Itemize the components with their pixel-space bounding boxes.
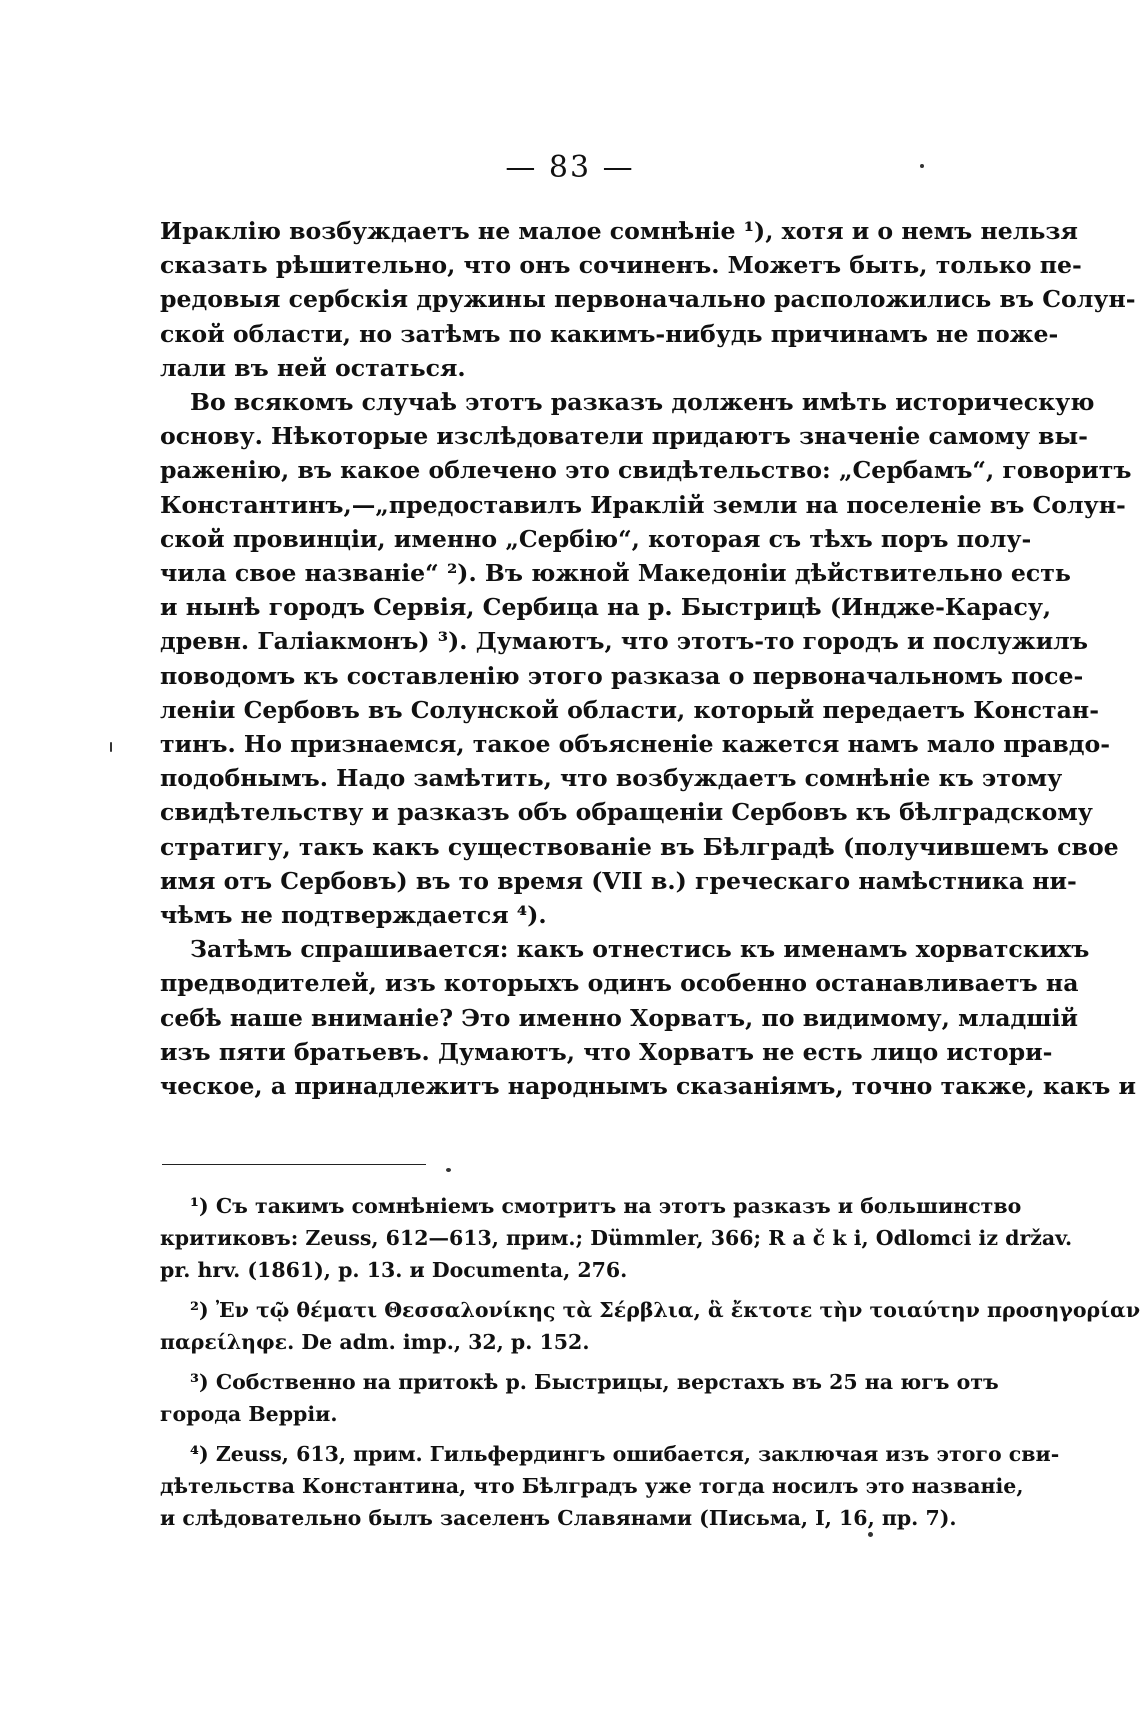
text-line: себѣ наше вниманіе? Это именно Хорватъ, по видимому, младшій xyxy=(160,1003,1079,1032)
scan-speck xyxy=(446,1168,451,1172)
text-line: леніи Сербовъ въ Солунской области, который передаетъ Констан- xyxy=(160,695,1099,724)
footnote-separator xyxy=(162,1164,426,1165)
text-line: редовыя сербскія дружины первоначально расположились въ Солун- xyxy=(160,285,1136,314)
text-line: сказать рѣшительно, что онъ сочиненъ. Можетъ быть, только пе- xyxy=(160,251,1082,280)
footnote-3 xyxy=(160,1366,999,1430)
footnote-line: ¹) Съ такимъ сомнѣніемъ смотритъ на этотъ разказъ и большинство xyxy=(190,1194,1022,1218)
text-line: древн. Галіакмонъ) ³). Думаютъ, что этотъ-то городъ и послужилъ xyxy=(160,627,1088,656)
text-line: свидѣтельству и разказъ объ обращеніи Сербовъ къ бѣлградскому xyxy=(160,798,1093,827)
footnote-line: ⁴) Zeuss, 613, прим. Гильфердингъ ошибается, заключая изъ этого сви- xyxy=(190,1442,1060,1466)
text-line: лали въ ней остаться. xyxy=(160,353,466,382)
footnote-line: παρείληφε. De adm. imp., 32, p. 152. xyxy=(160,1330,590,1354)
text-line: ческое, а принадлежитъ народнымъ сказаніямъ, точно также, какъ и xyxy=(160,1072,1137,1101)
scan-speck xyxy=(110,742,112,752)
text-line: ской области, но затѣмъ по какимъ-нибудь причинамъ не поже- xyxy=(160,319,1059,348)
footnote-line: и слѣдовательно былъ заселенъ Славянами (Письма, I, 16, пр. 7). xyxy=(160,1506,957,1530)
paragraph-2 xyxy=(160,385,1132,932)
text-line: Константинъ,—„предоставилъ Ираклій земли на поселеніе въ Солун- xyxy=(160,490,1126,519)
text-line: имя отъ Сербовъ) въ то время (VII в.) греческаго намѣстника ни- xyxy=(160,866,1077,895)
footnote-line: ³) Собственно на притокѣ р. Быстрицы, верстахъ въ 25 на югъ отъ xyxy=(190,1370,999,1394)
text-line: предводителей, изъ которыхъ одинъ особенно останавливаетъ на xyxy=(160,969,1079,998)
main-text xyxy=(160,214,1137,1103)
text-line: тинъ. Но признаемся, такое объясненіе кажется намъ мало правдо- xyxy=(160,730,1111,759)
text-line: основу. Нѣкоторые изслѣдователи придаютъ значеніе самому вы- xyxy=(160,422,1088,451)
text-line: стратигу, такъ какъ существованіе въ Бѣлградѣ (получившемъ свое xyxy=(160,832,1119,861)
text-line: ской провинціи, именно „Сербію“, которая съ тѣхъ поръ полу- xyxy=(160,524,1032,553)
paragraph-3 xyxy=(160,932,1137,1103)
text-line: Ираклію возбуждаетъ не малое сомнѣніе ¹), хотя и о немъ нельзя xyxy=(160,217,1078,245)
footnote-2 xyxy=(160,1294,1140,1358)
text-line: и нынѣ городъ Сервія, Сербица на р. Быстрицѣ (Индже-Карасу, xyxy=(160,593,1052,622)
text-line: раженію, въ какое облечено это свидѣтельство: „Сербамъ“, говоритъ xyxy=(160,456,1132,485)
text-line: поводомъ къ составленію этого разказа о первоначальномъ посе- xyxy=(160,661,1084,690)
scan-speck xyxy=(920,164,924,168)
text-line: Во всякомъ случаѣ этотъ разказъ долженъ имѣть историческую xyxy=(190,388,1095,417)
text-line: подобнымъ. Надо замѣтить, что возбуждаетъ сомнѣніе къ этому xyxy=(160,764,1063,793)
paragraph-1 xyxy=(160,214,1136,385)
footnotes xyxy=(160,1190,1140,1542)
footnote-4 xyxy=(160,1438,1060,1534)
text-line: изъ пяти братьевъ. Думаютъ, что Хорватъ не есть лицо истори- xyxy=(160,1037,1053,1066)
text-line: чѣмъ не подтверждается ⁴). xyxy=(160,901,547,930)
text-line: чила свое названіе“ ²). Въ южной Македоніи дѣйствительно есть xyxy=(160,559,1071,588)
footnote-line: ²) Ἐν τῷ θέματι Θεσσαλονίκης τὰ Σέρβλια, ἃ ἔκτοτε τὴν τοιαύτην προσηγορίαν xyxy=(190,1298,1140,1322)
footnote-1 xyxy=(160,1190,1073,1286)
scan-speck xyxy=(868,1532,873,1537)
footnote-line: критиковъ: Zeuss, 612—613, прим.; Dümmler, 366; R a č k i, Odlomci iz držav. xyxy=(160,1226,1073,1250)
page-number: — 83 — xyxy=(505,150,635,185)
footnote-line: города Верріи. xyxy=(160,1402,338,1426)
footnote-line: pr. hrv. (1861), p. 13. и Documenta, 276. xyxy=(160,1258,628,1282)
footnote-line: дѣтельства Константина, что Бѣлградъ уже тогда носилъ это названіе, xyxy=(160,1474,1024,1498)
text-line: Затѣмъ спрашивается: какъ отнестись къ именамъ хорватскихъ xyxy=(190,935,1090,964)
